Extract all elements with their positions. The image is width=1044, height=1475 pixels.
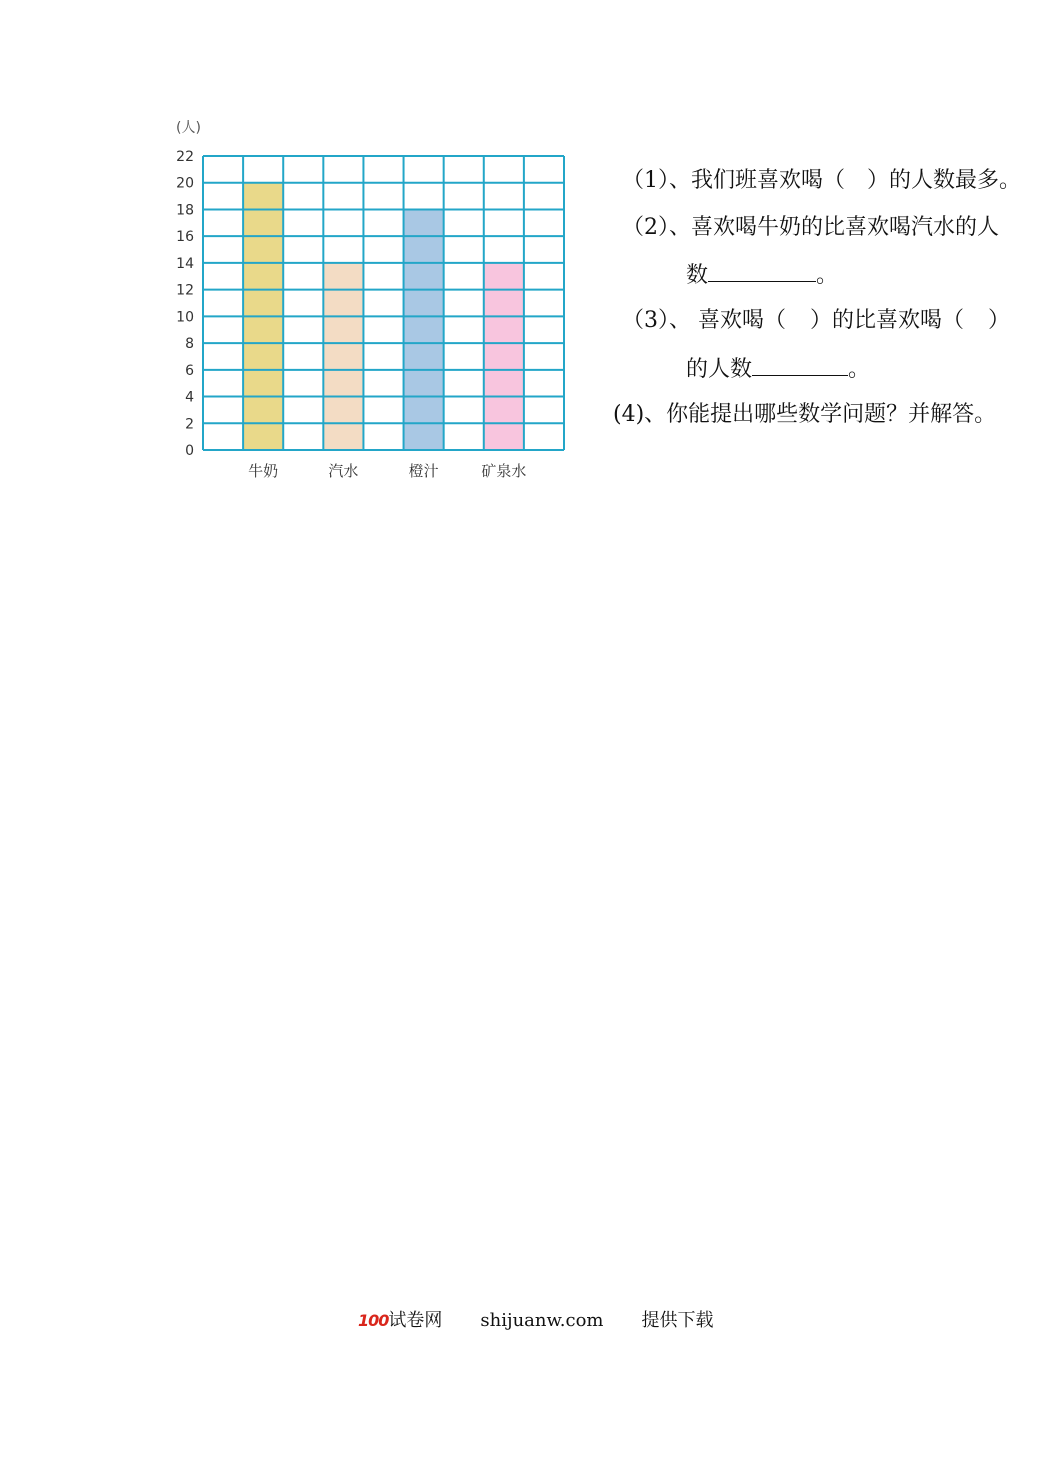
bar-汽水 [323,263,363,450]
y-tick-label: 6 [185,362,194,379]
y-tick-label: 0 [185,443,194,459]
bar-chart-svg [168,112,578,484]
question-3-line-2 [686,353,870,385]
question-3-answer-blank[interactable] [752,353,848,376]
y-tick-label: 2 [185,416,194,433]
x-category-label: 汽水 [328,462,359,480]
question-3-line-1 [622,306,1010,336]
y-tick-label: 12 [176,282,194,299]
x-category-label: 橙汁 [408,462,439,480]
question-2-line-1 [622,213,999,243]
y-tick-label: 22 [176,149,194,165]
x-category-label: 牛奶 [248,462,279,480]
y-tick-label: 14 [176,255,194,272]
y-tick-label: 8 [185,336,194,353]
site-logo: 100 [358,1311,389,1330]
question-1-prefix: （1）、我们班喜欢喝（ [622,168,845,193]
question-3-part-c: ） [988,308,1011,333]
y-tick-label: 18 [176,202,194,219]
page-footer [358,1306,713,1336]
y-tick-label: 20 [176,175,194,192]
y-tick-label: 16 [176,229,194,246]
question-4-text: (4)、你能提出哪些数学问题？并解答。 [613,402,997,427]
question-2-text: （2）、喜欢喝牛奶的比喜欢喝汽水的人 [622,215,999,240]
question-3-line-2-suffix: 。 [848,357,871,382]
question-3-part-a: （3）、 喜欢喝（ [622,308,786,333]
bar-橙汁 [404,209,444,450]
y-axis-label: (人) [176,120,201,136]
site-tagline: 提供下载 [641,1310,714,1331]
question-2-line-2 [686,259,838,291]
question-3-part-b: ）的比喜欢喝（ [810,308,965,333]
question-4 [613,400,996,430]
site-url: shijuanw.com [480,1310,604,1331]
question-2-line-2-suffix: 。 [816,263,839,288]
question-2-line-2-prefix: 数 [686,263,709,288]
y-tick-label: 10 [176,309,194,326]
x-category-label: 矿泉水 [481,462,527,480]
question-1-suffix: ）的人数最多。 [867,168,1022,193]
bar-chart [168,112,578,484]
question-2-answer-blank[interactable] [708,259,816,282]
question-3-line-2-prefix: 的人数 [686,357,753,382]
question-1 [622,166,1021,196]
y-tick-label: 4 [185,389,194,406]
bar-矿泉水 [484,263,524,450]
site-name: 试卷网 [388,1310,443,1331]
